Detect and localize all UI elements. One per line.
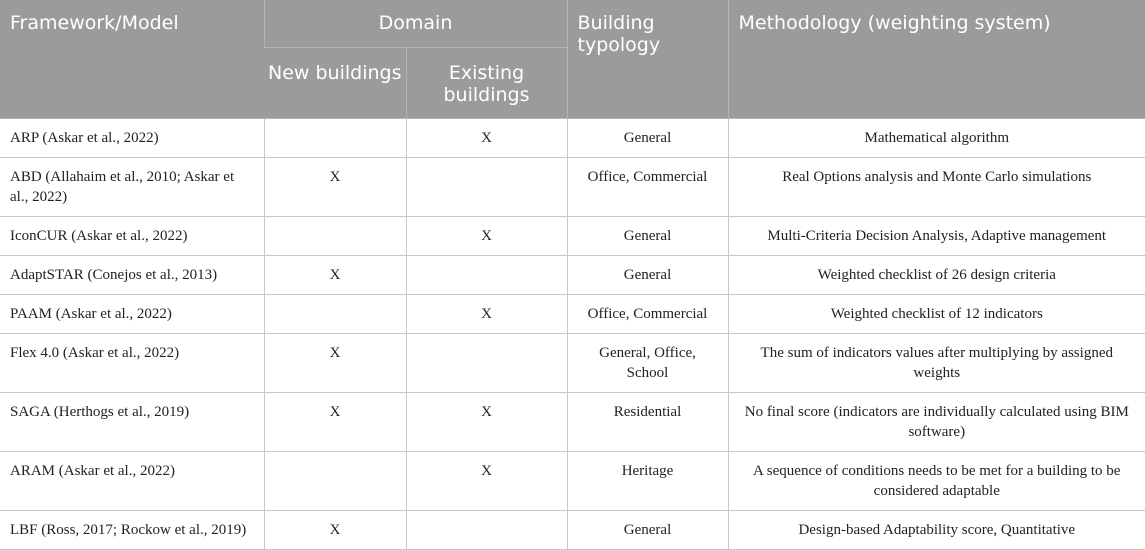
table-row (0, 393, 1145, 452)
cell-framework: ABD (Allahaim et al., 2010; Askar et al., 2022) (0, 158, 264, 217)
table-row (0, 511, 1145, 550)
cell-new: X (264, 393, 406, 452)
cell-existing: X (406, 217, 567, 256)
cell-methodology: Weighted checklist of 26 design criteria (728, 256, 1145, 295)
cell-framework: LBF (Ross, 2017; Rockow et al., 2019) (0, 511, 264, 550)
cell-typology: General (567, 256, 728, 295)
cell-existing (406, 256, 567, 295)
cell-existing (406, 334, 567, 393)
cell-typology: Office, Commercial (567, 158, 728, 217)
cell-new (264, 295, 406, 334)
header-existing-buildings: Existing buildings (406, 48, 567, 119)
cell-new: X (264, 256, 406, 295)
cell-typology: Heritage (567, 452, 728, 511)
table-row (0, 256, 1145, 295)
table-header (0, 0, 1145, 119)
cell-framework: SAGA (Herthogs et al., 2019) (0, 393, 264, 452)
header-new-buildings: New buildings (264, 48, 406, 119)
cell-typology: Residential (567, 393, 728, 452)
table-body (0, 119, 1145, 550)
table-row (0, 334, 1145, 393)
cell-typology: General (567, 119, 728, 158)
cell-new (264, 452, 406, 511)
table-row (0, 119, 1145, 158)
cell-methodology: Weighted checklist of 12 indicators (728, 295, 1145, 334)
cell-typology: General (567, 511, 728, 550)
cell-new (264, 217, 406, 256)
cell-typology: General (567, 217, 728, 256)
table-row (0, 452, 1145, 511)
cell-framework: Flex 4.0 (Askar et al., 2022) (0, 334, 264, 393)
header-methodology: Methodology (weighting system) (728, 0, 1145, 119)
cell-framework: ARAM (Askar et al., 2022) (0, 452, 264, 511)
cell-new: X (264, 511, 406, 550)
cell-existing (406, 158, 567, 217)
cell-existing: X (406, 119, 567, 158)
cell-methodology: Design-based Adaptability score, Quantitative (728, 511, 1145, 550)
cell-new: X (264, 334, 406, 393)
header-domain: Domain (264, 0, 567, 48)
cell-framework: PAAM (Askar et al., 2022) (0, 295, 264, 334)
header-framework: Framework/Model (0, 0, 264, 119)
table-row (0, 158, 1145, 217)
cell-framework: IconCUR (Askar et al., 2022) (0, 217, 264, 256)
cell-methodology: The sum of indicators values after multiplying by assigned weights (728, 334, 1145, 393)
cell-existing: X (406, 295, 567, 334)
cell-methodology: A sequence of conditions needs to be met for a building to be considered adaptable (728, 452, 1145, 511)
cell-typology: General, Office, School (567, 334, 728, 393)
header-typology: Building typology (567, 0, 728, 119)
cell-new: X (264, 158, 406, 217)
cell-methodology: Multi-Criteria Decision Analysis, Adaptive management (728, 217, 1145, 256)
cell-methodology: Mathematical algorithm (728, 119, 1145, 158)
table-row (0, 217, 1145, 256)
table-row (0, 295, 1145, 334)
cell-framework: ARP (Askar et al., 2022) (0, 119, 264, 158)
cell-methodology: No final score (indicators are individually calculated using BIM software) (728, 393, 1145, 452)
cell-existing (406, 511, 567, 550)
cell-new (264, 119, 406, 158)
cell-existing: X (406, 393, 567, 452)
cell-existing: X (406, 452, 567, 511)
cell-typology: Office, Commercial (567, 295, 728, 334)
cell-framework: AdaptSTAR (Conejos et al., 2013) (0, 256, 264, 295)
cell-methodology: Real Options analysis and Monte Carlo simulations (728, 158, 1145, 217)
